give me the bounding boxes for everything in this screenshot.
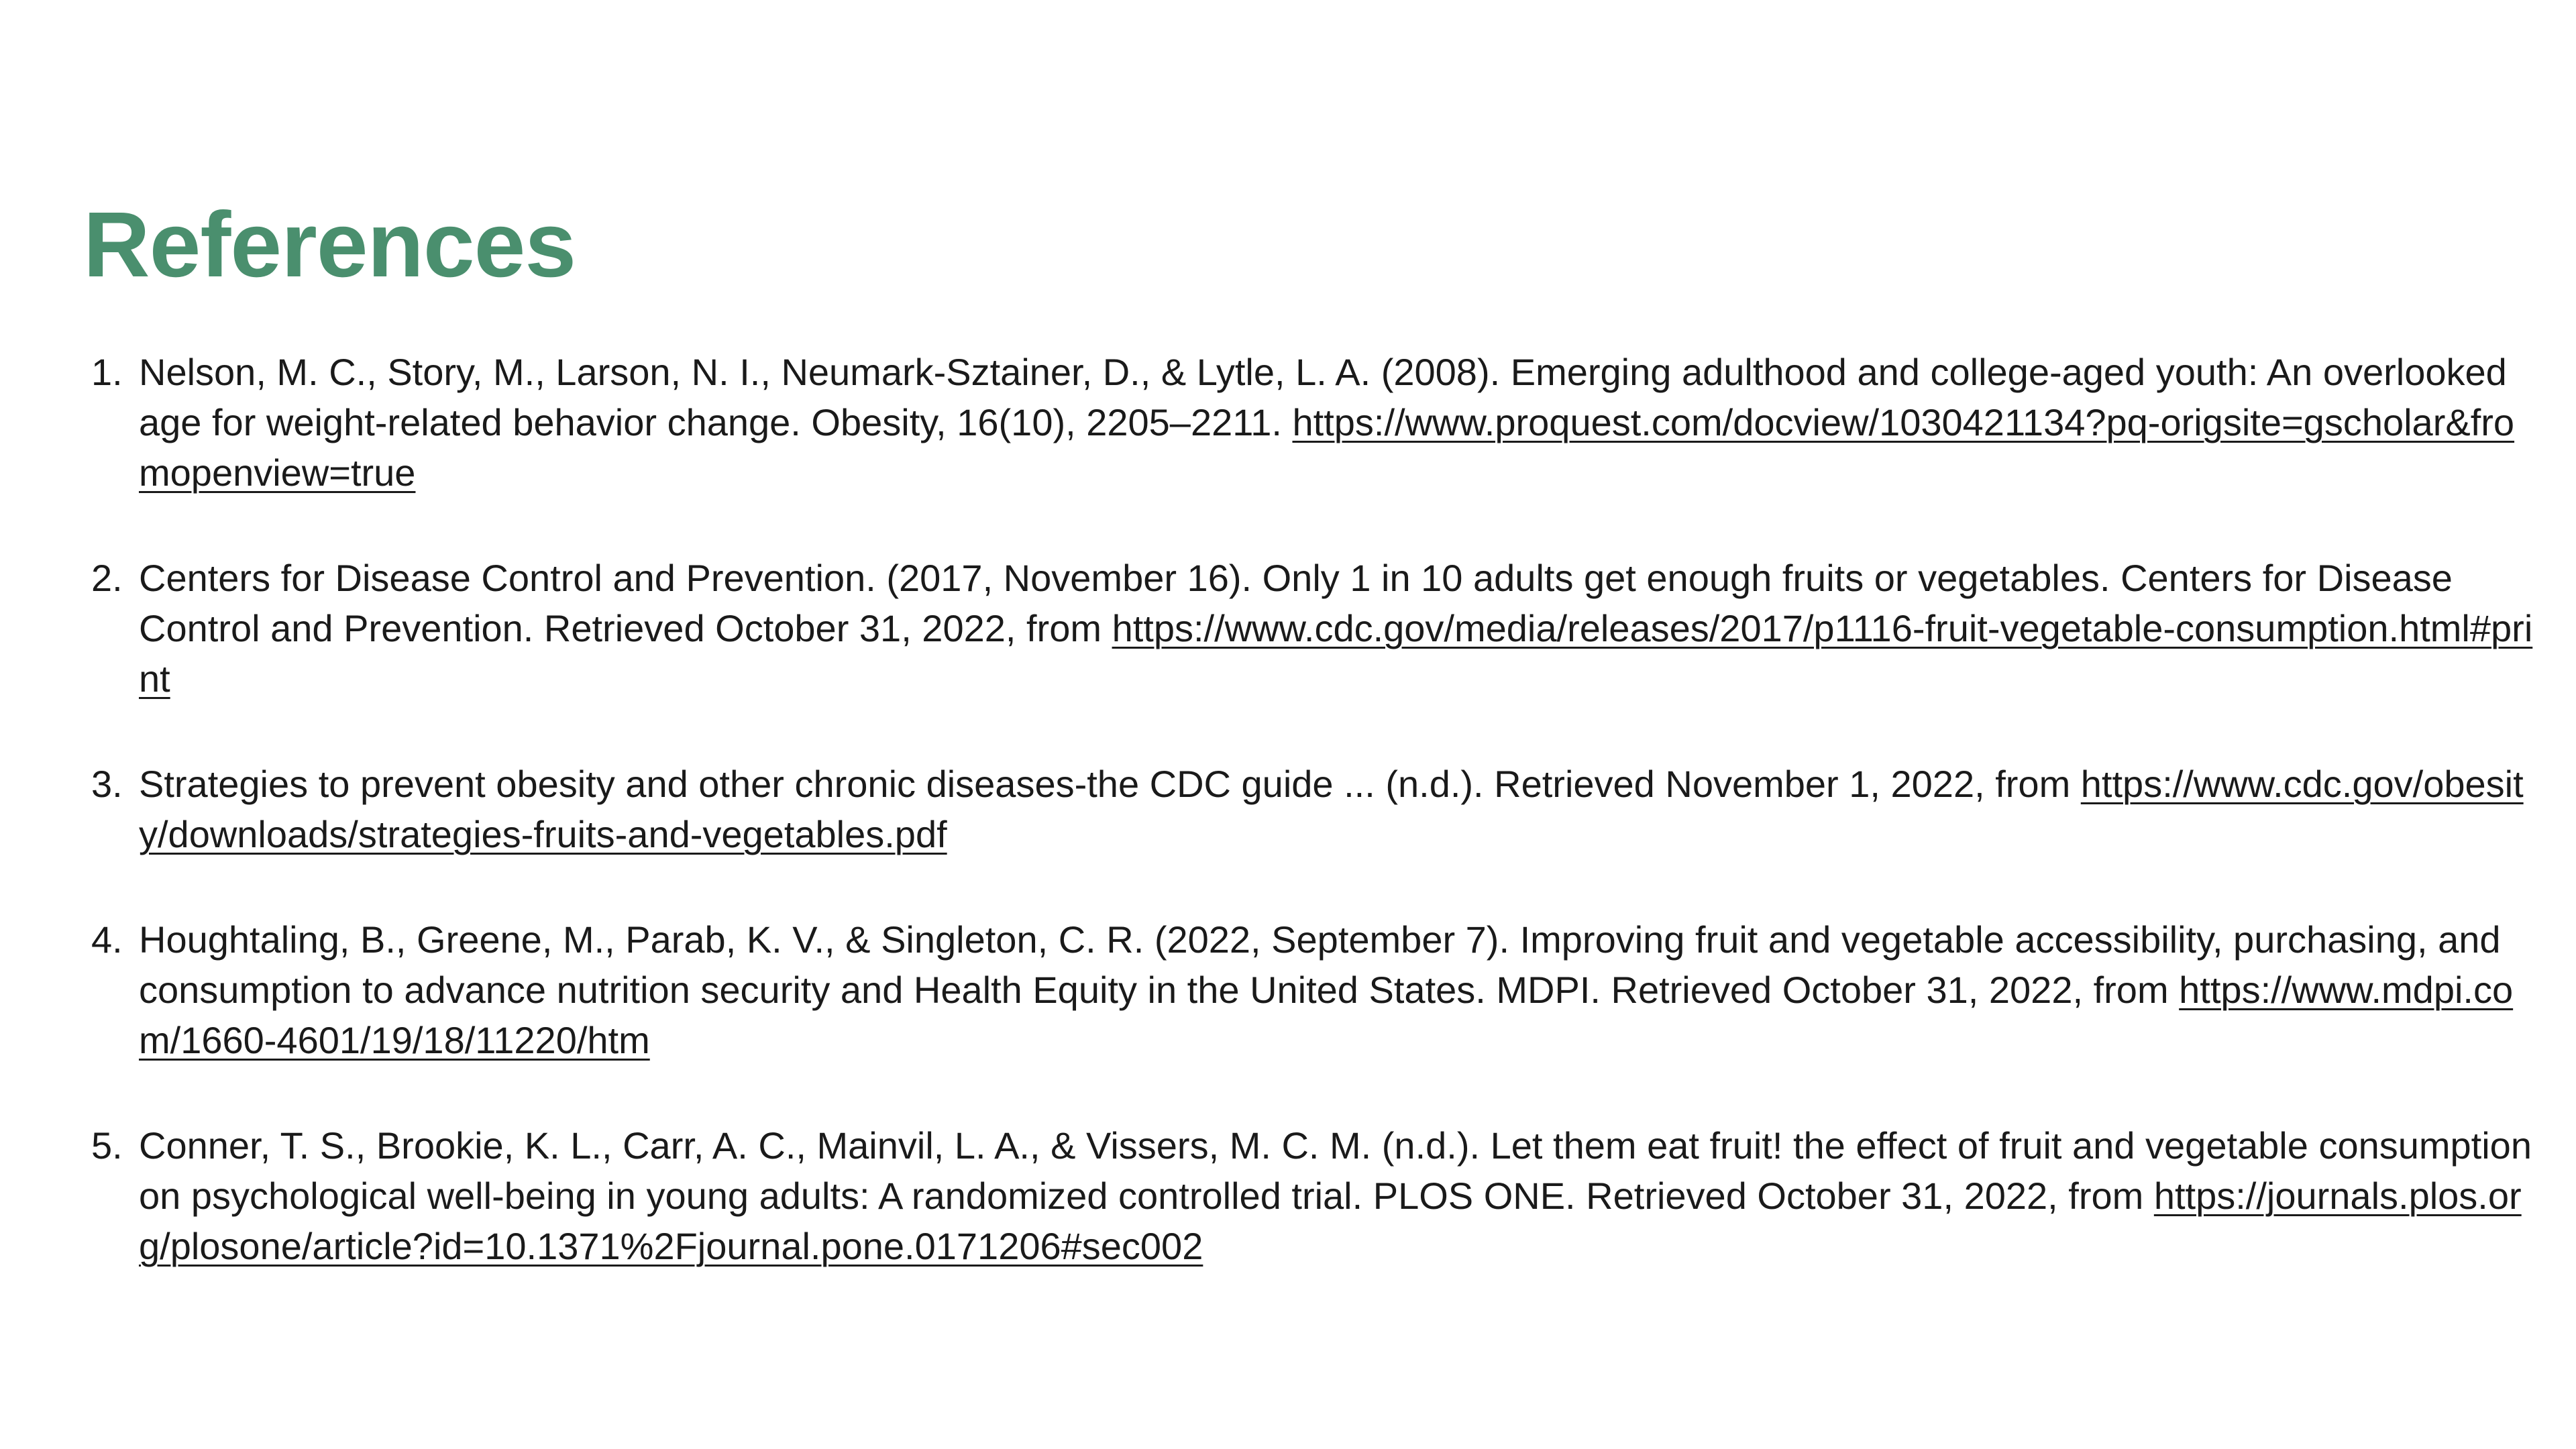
reference-number: 1. bbox=[91, 351, 123, 393]
reference-text: Houghtaling, B., Greene, M., Parab, K. V., & Singleton, C. R. (2022, September 7). Improving fruit and vegetable accessibility, purchasing, and consumption to advance nutrition security and Health Equity in the United States. MDPI. Retrieved October 31, 2022, from bbox=[139, 918, 2501, 1011]
reference-text: Strategies to prevent obesity and other chronic diseases-the CDC guide ... (n.d.). Retrieved November 1, 2022, from bbox=[139, 763, 2081, 805]
reference-link[interactable]: https://www.mdpi.com/1660-4601/19/18/11220/htm bbox=[139, 969, 2514, 1061]
reference-text: Centers for Disease Control and Prevention. (2017, November 16). Only 1 in 10 adults get enough fruits or vegetables. Centers for Disease Control and Prevention. Retrieved October 31, 2022, from bbox=[139, 557, 2453, 649]
reference-number: 5. bbox=[91, 1124, 123, 1167]
reference-item-2 bbox=[83, 553, 2538, 704]
reference-text: Conner, T. S., Brookie, K. L., Carr, A. C., Mainvil, L. A., & Vissers, M. C. M. (n.d.). Let them eat fruit! the effect of fruit and vegetable consumption on psychological well-being in young adults: A randomized controlled trial. PLOS ONE. Retrieved October 31, 2022, from bbox=[139, 1124, 2532, 1217]
reference-number: 2. bbox=[91, 557, 123, 599]
reference-number: 3. bbox=[91, 763, 123, 805]
reference-item-1 bbox=[83, 347, 2538, 498]
reference-number: 4. bbox=[91, 918, 123, 961]
reference-text: Nelson, M. C., Story, M., Larson, N. I., Neumark-Sztainer, D., & Lytle, L. A. (2008). Emerging adulthood and college-aged youth: An overlooked age for weight-related behavior change. Obesity, 16(10), 2205–2211. bbox=[139, 351, 2507, 443]
reference-link[interactable]: https://www.cdc.gov/media/releases/2017/p1116-fruit-vegetable-consumption.html#print bbox=[139, 607, 2533, 700]
reference-item-3 bbox=[83, 759, 2538, 859]
reference-link[interactable]: https://www.cdc.gov/obesity/downloads/strategies-fruits-and-vegetables.pdf bbox=[139, 763, 2524, 855]
page-title: References bbox=[83, 193, 576, 297]
reference-link[interactable]: https://www.proquest.com/docview/1030421134?pq-origsite=gscholar&fromopenview=true bbox=[139, 401, 2515, 494]
reference-link[interactable]: https://journals.plos.org/plosone/article?id=10.1371%2Fjournal.pone.0171206#sec002 bbox=[139, 1175, 2522, 1267]
reference-item-4 bbox=[83, 914, 2538, 1065]
reference-item-5 bbox=[83, 1120, 2538, 1271]
reference-list bbox=[83, 347, 2536, 1271]
